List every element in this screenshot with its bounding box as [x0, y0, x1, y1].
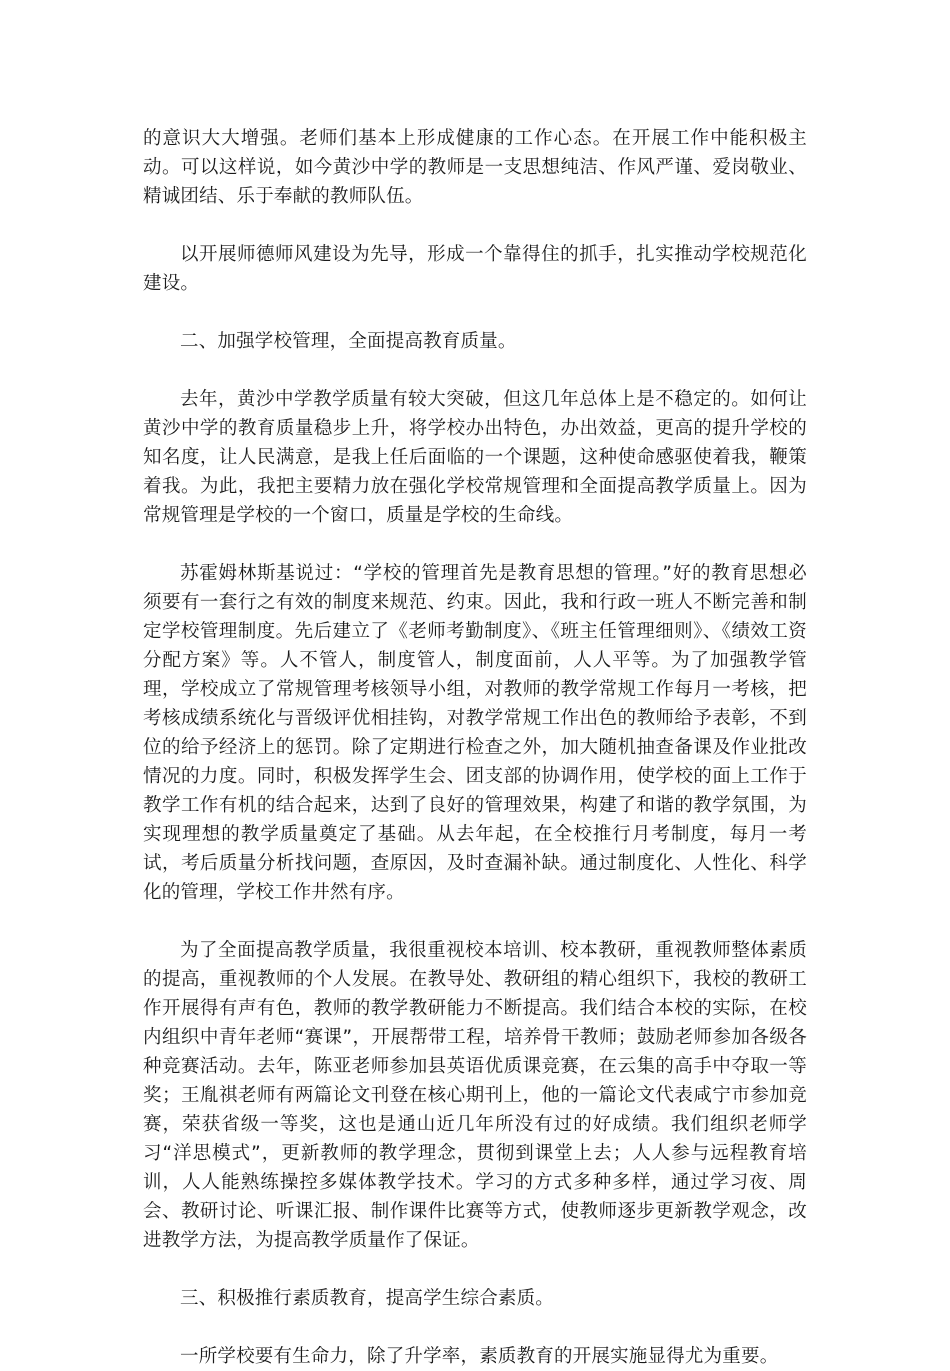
- section-heading-2: 二、加强学校管理，全面提高教育质量。: [180, 331, 517, 352]
- paragraph-3: 去年，黄沙中学教学质量有较大突破，但这几年总体上是不稳定的。如何让黄沙中学的教育质量稳步上升，将学校办出特色，办出效益，更高的提升学校的知名度，让人民满意，是我上任后面临的一个课题，这种使命感驱使着我，鞭策着我。为此，我把主要精力放在强化学校常规管理和全面提高教学质量上。因为常规管理是学校的一个窗口，质量是学校的生命线。: [143, 389, 807, 526]
- paragraph-4: 苏霍姆林斯基说过：“学校的管理首先是教育思想的管理。”好的教育思想必须要有一套行之有效的制度来规范、约束。因此，我和行政一班人不断完善和制定学校管理制度。先后建立了《老师考勤制度》、《班主任管理细则》、《绩效工资分配方案》等。人不管人，制度管人，制度面前，人人平等。为了加强教学管理，学校成立了常规管理考核领导小组，对教师的教学常规工作每月一考核，把考核成绩系统化与晋级评优相挂钩，对教学常规工作出色的教师给予表彰，不到位的给予经济上的惩罚。除了定期进行检查之外，加大随机抽查备课及作业批改情况的力度。同时，积极发挥学生会、团支部的协调作用，使学校的面上工作于教学工作有机的结合起来，达到了良好的管理效果，构建了和谐的教学氛围，为实现理想的教学质量奠定了基础。从去年起，在全校推行月考制度，每月一考试，考后质量分析找问题，查原因，及时查漏补缺。通过制度化、人性化、科学化的管理，学校工作井然有序。: [143, 563, 807, 903]
- paragraph-5: 为了全面提高教学质量，我很重视校本培训、校本教研，重视教师整体素质的提高，重视教师的个人发展。在教导处、教研组的精心组织下，我校的教研工作开展得有声有色，教师的教学教研能力不断提高。我们结合本校的实际，在校内组织中青年老师“赛课”，开展帮带工程，培养骨干教师；鼓励老师参加各级各种竞赛活动。去年，陈亚老师参加县英语优质课竞赛，在云集的高手中夺取一等奖；王胤祺老师有两篇论文刊登在核心期刊上，他的一篇论文代表咸宁市参加竞赛，荣获省级一等奖，这也是通山近几年所没有过的好成绩。我们组织老师学习“洋思模式”，更新教师的教学理念，贯彻到课堂上去；人人参与远程教育培训，人人能熟练操控多媒体教学技术。学习的方式多种多样，通过学习夜、周会、教研讨论、听课汇报、制作课件比赛等方式，使教师逐步更新教学观念，改进教学方法，为提高教学质量作了保证。: [143, 940, 807, 1251]
- paragraph-6: 一所学校要有生命力，除了升学率，素质教育的开展实施显得尤为重要。: [180, 1346, 779, 1367]
- section-heading-3: 三、积极推行素质教育，提高学生综合素质。: [180, 1288, 555, 1309]
- paragraph-2: 以开展师德师风建设为先导，形成一个靠得住的抓手，扎实推动学校规范化建设。: [143, 244, 807, 294]
- document-body: [143, 124, 807, 1371]
- paragraph-1: 的意识大大增强。老师们基本上形成健康的工作心态。在开展工作中能积极主动。可以这样说，如今黄沙中学的教师是一支思想纯洁、作风严谨、爱岗敬业、精诚团结、乐于奉献的教师队伍。: [143, 128, 807, 207]
